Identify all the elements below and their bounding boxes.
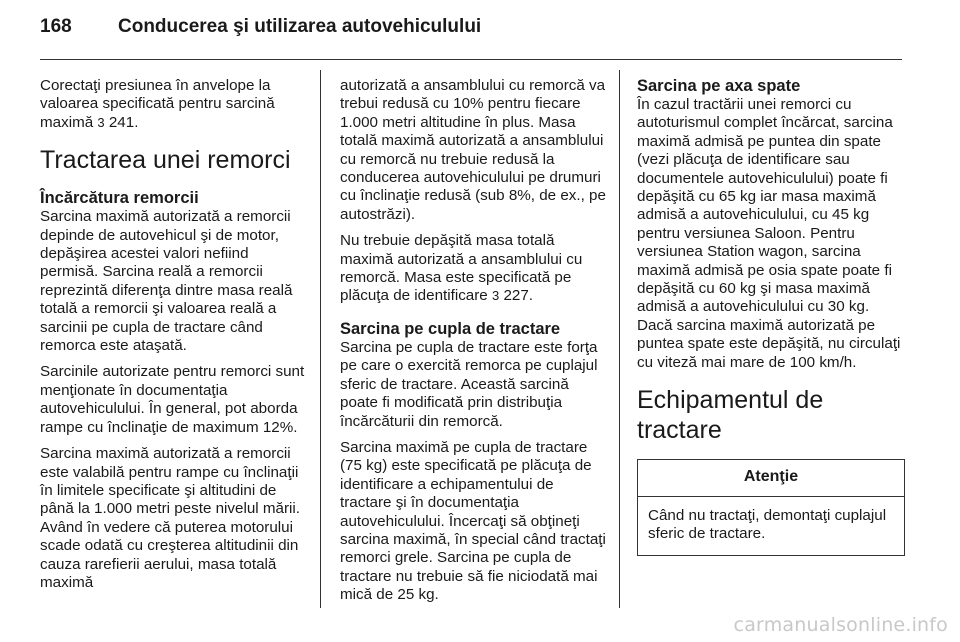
paragraph: În cazul tractării unei remorci cu autoturismul complet încărcat, sarcina maximă admisă pe puntea din spate (vezi plăcuţa de identificare sau documentele autovehiculului) poate fi depăşită cu 65 kg iar masa maximă admisă a autovehiculului, cu 45 kg pentru versiunea Saloon. Pentru versiunea Station wagon, sarcina maximă admisă pe osia spate poate fi depăşită cu 60 kg şi masa maximă admisă a autovehiculului cu 30 kg. Dacă sarcina maximă autorizată pe puntea spate este depăşită, nu circulaţi cu viteză mai mare de 100 km/h. <box>637 96 901 371</box>
running-title: Conducerea şi utilizarea autovehiculului <box>118 16 482 37</box>
paragraph: Sarcina maximă autorizată a remorcii depinde de autovehicul şi de motor, depăşirea acestei valori nefiind permisă. Sarcina reală a remorcii reprezintă diferenţa dintre masa reală totală a remorcii şi valoarea reală a sarcinii pe cupla de tractare când remorca este ataşată. <box>40 208 293 355</box>
column-divider-1 <box>320 70 321 608</box>
header-rule <box>40 59 902 60</box>
section-heading-towing-equipment: Echipamentul de tractare <box>637 386 824 445</box>
paragraph: Sarcina pe cupla de tractare este forţa pe care o exercită remorca pe cuplajul sferic de tractare. Această sarcină poate fi modificată prin distribuţia încărcăturii din remorcă. <box>340 338 598 430</box>
column-2 <box>340 77 608 613</box>
subheading-coupling-load: Sarcina pe cupla de tractare <box>340 319 561 338</box>
cross-ref-page[interactable]: 241. <box>104 113 139 131</box>
paragraph: autorizată a ansamblului cu remorcă va trebui redusă cu 10% pentru fiecare 1.000 metri altitudine în plus. Masa totală maximă autorizată a ansamblului cu remorcă nu trebuie redusă la conducerea autovehiculului pe drumuri cu înclinaţie redusă (sub 8%, de ex., pe autostrăzi). <box>340 77 606 223</box>
subheading-trailer-load: Încărcătura remorcii <box>40 189 199 208</box>
cross-ref-arrow-icon: 3 <box>492 288 500 304</box>
column-3 <box>637 77 907 556</box>
subheading-rear-axle-load: Sarcina pe axa spate <box>637 77 801 95</box>
column-divider-2 <box>619 70 620 608</box>
cross-ref-page[interactable]: 227. <box>499 287 534 305</box>
column-1 <box>40 77 308 600</box>
paragraph: Nu trebuie depăşită masa totală maximă autorizată a ansamblului cu remorcă. Masa este specificată pe plăcuţa de identificare 3 227. <box>340 232 583 305</box>
paragraph: Sarcina maximă autorizată a remorcii este valabilă pentru rampe cu înclinaţii în limitele specificate şi altitudini de până la 1.000 metri peste nivelul mării. Având în vedere că puterea motorului scade odată cu creşterea altitudinii din cauza rarefierii aerului, masa totală maximă <box>40 445 301 591</box>
site-watermark: carmanualsonline.info <box>733 614 948 636</box>
paragraph: Sarcina maximă pe cupla de tractare (75 kg) este specificată pe plăcuţa de identificare a echipamentului de tractare şi în documentaţia autovehiculului. Încercaţi să obţineţi sarcina maximă, în special când tractaţi remorci grele. Sarcina pe cupla de tractare nu trebuie să fie niciodată mai mică de 25 kg. <box>340 438 606 604</box>
section-heading-towing: Tractarea unei remorci <box>40 146 291 175</box>
caution-notice-box <box>637 459 905 556</box>
cross-ref-arrow-icon: 3 <box>97 114 105 130</box>
paragraph: Sarcinile autorizate pentru remorci sunt menţionate în documentaţia autovehiculului. În general, pot aborda rampe cu înclinaţie de maximum 12%. <box>40 363 305 436</box>
intro-paragraph: Corectaţi presiunea în anvelope la valoarea specificată pentru sarcină maximă 3 241. <box>40 77 275 131</box>
page-number: 168 <box>40 16 72 37</box>
caution-notice-title: Atenţie <box>638 460 904 496</box>
caution-notice-text: Când nu tractaţi, demontaţi cuplajul sferic de tractare. <box>648 506 887 542</box>
